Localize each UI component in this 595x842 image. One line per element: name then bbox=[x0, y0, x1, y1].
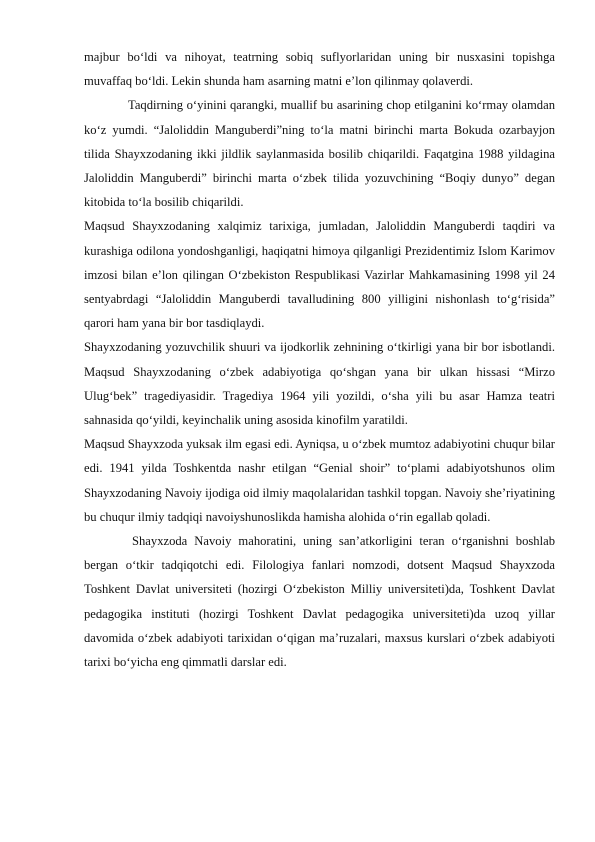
paragraph-6: Shayxzoda Navoiy mahoratini, uning san’atkorligini teran o‘rganishni boshlab bergan o‘tkir tadqiqotchi edi. Filologiya fanlari nomzodi, dotsent Maqsud Shayxzoda Toshkent Davlat universiteti (hozirgi O‘zbekiston Milliy universiteti)da, Toshkent Davlat pedagogika instituti (hozirgi Toshkent Davlat pedagogika universiteti)da uzoq yillar davomida o‘zbek adabiyoti tarixidan o‘qigan ma’ruzalari, maxsus kurslari o‘zbek adabiyoti tarixi bo‘yicha eng qimmatli darslar edi. bbox=[84, 534, 555, 670]
paragraph-1: majbur bo‘ldi va nihoyat, teatrning sobiq suflyorlaridan uning bir nusxasini topishga muvaffaq bo‘ldi. Lekin shunda ham asarning matni e’lon qilinmay qolaverdi. bbox=[84, 50, 555, 89]
paragraph-3: Maqsud Shayxzodaning xalqimiz tarixiga, jumladan, Jaloliddin Manguberdi taqdiri va kurashiga odilona yondoshganligi, haqiqatni himoya qilganligi Prezidentimiz Islom Karimov imzosi bilan e’lon qilingan O‘zbekiston Respublikasi Vazirlar Mahkamasining 1998 yil 24 sentyabrdagi “Jaloliddin Manguberdi tavalludining 800 yilligini nishonlash to‘g‘risida” qarori ham yana bir bor tasdiqlaydi. bbox=[84, 219, 555, 331]
paragraph-4: Shayxzodaning yozuvchilik shuuri va ijodkorlik zehnining o‘tkirligi yana bir bor isbotlandi. Maqsud Shayxzodaning o‘zbek adabiyotiga qo‘shgan yana bir ulkan hissasi “Mirzo Ulug‘bek” tragediyasidir. Tragediya 1964 yili yozildi, o‘sha yili bu asar Hamza teatri sahnasida qo‘yildi, keyinchalik uning asosida kinofilm yaratildi. bbox=[84, 340, 555, 428]
document-page bbox=[84, 45, 555, 674]
paragraph-5: Maqsud Shayxzoda yuksak ilm egasi edi. Ayniqsa, u o‘zbek mumtoz adabiyotini chuqur bilar edi. 1941 yilda Toshkentda nashr etilgan “Genial shoir” to‘plami adabiyotshunos olim Shayxzodaning Navoiy ijodiga oid ilmiy maqolalaridan tashkil topgan. Navoiy she’riyatining bu chuqur ilmiy tadqiqi navoiyshunoslikda hamisha alohida o‘rin egallab qoladi. bbox=[84, 437, 555, 524]
paragraph-2: Taqdirning o‘yinini qarangki, muallif bu asarining chop etilganini ko‘rmay olamdan ko‘z yumdi. “Jaloliddin Manguberdi”ning to‘la matni birinchi marta Bokuda ozarbayjon tilida Shayxzodaning ikki jildlik saylanmasida bosilib chiqarildi. Faqatgina 1988 yildagina Jaloliddin Manguberdi” birinchi marta o‘zbek tilida yozuvchining “Boqiy dunyo” degan kitobida to‘la bosilib chiqarildi. bbox=[84, 98, 555, 210]
